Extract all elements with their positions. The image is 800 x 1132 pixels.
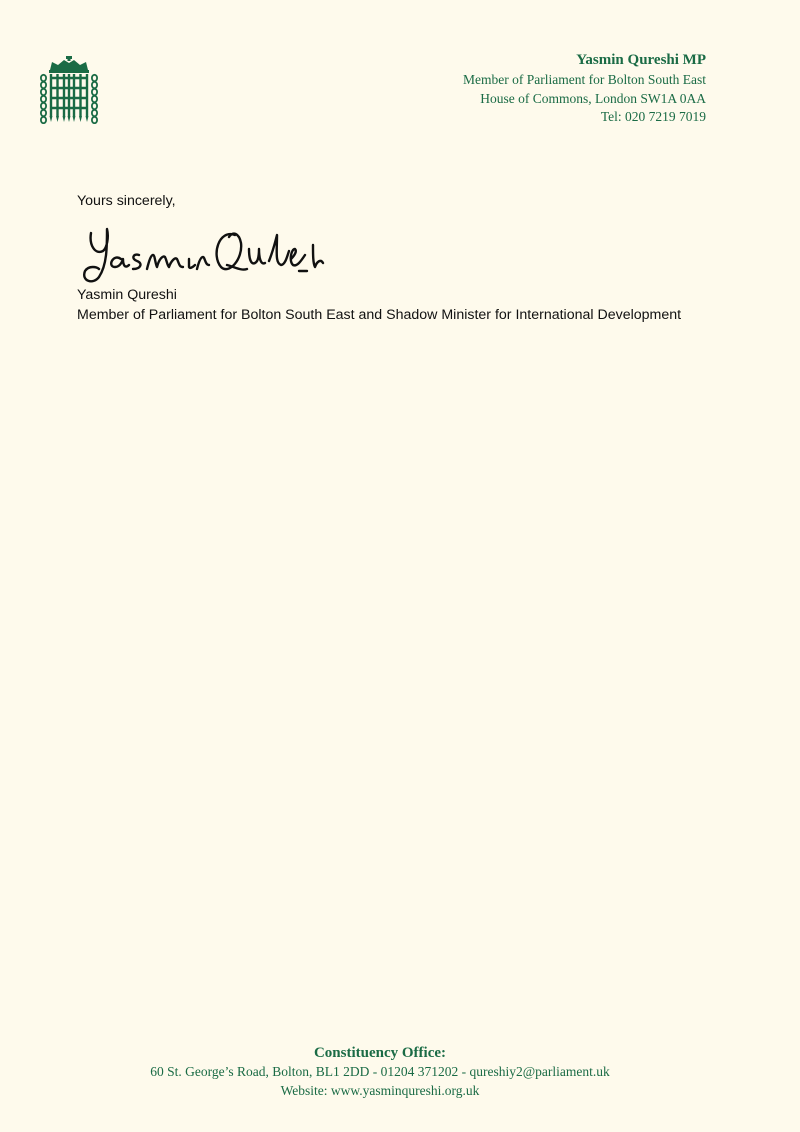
constituency-office-title: Constituency Office:	[313, 1045, 447, 1061]
mp-name: Yasmin Qureshi MP	[576, 52, 706, 68]
website-line: Website: www.yasminqureshi.org.uk	[280, 1082, 480, 1098]
constituency-contact-line: 60 St. George’s Road, Bolton, BL1 2DD - 01204 371202 - qureshiy2@parliament.uk	[150, 1064, 610, 1079]
signature	[77, 215, 327, 285]
portcullis-icon	[40, 56, 98, 124]
address-line: House of Commons, London SW1A 0AA	[480, 90, 706, 106]
constituency-line: Member of Parliament for Bolton South East	[463, 72, 706, 87]
telephone-line: Tel: 020 7219 7019	[600, 109, 706, 124]
footer	[0, 1043, 760, 1100]
signer-name: Yasmin Qureshi	[77, 287, 177, 303]
letter-body	[77, 191, 681, 325]
signer-role: Member of Parliament for Bolton South East and Shadow Minister for International Development	[77, 307, 682, 323]
letterhead	[463, 50, 706, 127]
closing-line: Yours sincerely,	[77, 193, 176, 209]
